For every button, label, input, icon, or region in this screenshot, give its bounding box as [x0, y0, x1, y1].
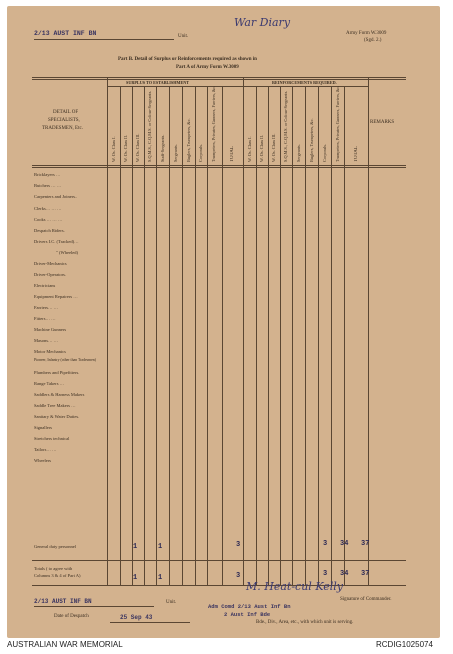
- row-label: Driver-Operators.: [34, 272, 67, 277]
- row-label: Bricklayers …: [34, 172, 61, 177]
- row-label: Motor Mechanics: [34, 349, 66, 354]
- credit-left: AUSTRALIAN WAR MEMORIAL: [7, 640, 123, 649]
- row-label: Equipment Repairers …: [34, 294, 78, 299]
- tot-surplus-total: 3: [236, 572, 241, 580]
- gd-surplus-corporals: 1: [158, 543, 163, 551]
- surplus-col-wo1: W. Os. Class I.: [111, 136, 116, 162]
- tot-reinf-total: 37: [361, 570, 370, 578]
- tot-reinf-corporals: 3: [323, 570, 328, 578]
- footer-unit-underline: [34, 606, 154, 607]
- gd-reinf-privates: 34: [340, 540, 349, 548]
- gd-reinf-corporals: 3: [323, 540, 328, 548]
- totals-label-1: Totals ( to agree with: [34, 566, 73, 571]
- row-label: " (Wheeled): [56, 250, 78, 255]
- unit-label: Unit.: [178, 34, 189, 39]
- reinf-col-buglers: Buglers, Trumpeters, &c.: [309, 118, 314, 162]
- detail-heading-1: DETAIL OF: [53, 110, 79, 115]
- gd-surplus-total: 3: [236, 541, 241, 549]
- unit-typed: 2/13 AUST INF BN: [34, 30, 97, 37]
- row-label: Saddlers & Harness Makers: [34, 392, 85, 397]
- footer-unit-typed: 2/13 AUST INF BN: [34, 598, 92, 605]
- gd-reinf-total: 37: [361, 540, 370, 548]
- row-label: Carpenters and Joiners..: [34, 194, 78, 199]
- row-label: Sanitary & Water Duties.: [34, 414, 80, 419]
- handwritten-stamp: War Diary: [234, 16, 291, 29]
- bde-label: Bde., Div., Area, etc., with which unit is serving.: [256, 620, 354, 625]
- form-number: Army Form W.3009: [346, 31, 387, 36]
- detail-heading-2: SPECIALISTS,: [48, 118, 80, 123]
- commander-typed-1: Adm Comd 2/13 Aust Inf Bn: [208, 603, 291, 610]
- gd-surplus-sergeants: 1: [133, 543, 138, 551]
- surplus-heading: SURPLUS TO ESTABLISHMENT: [126, 80, 190, 85]
- detail-heading-3: TRADESMEN, Etc.: [42, 126, 83, 131]
- credit-right: RCDIG1025074: [376, 640, 433, 649]
- remarks-heading: REMARKS: [370, 120, 395, 125]
- surplus-col-wo3: W. Os. Class III.: [135, 133, 140, 162]
- row-label: Tailors… …: [34, 447, 57, 452]
- tot-surplus-sergeants: 1: [133, 574, 138, 582]
- row-label: Electricians: [34, 283, 56, 288]
- form-sub: (Sgd. 2.): [364, 38, 382, 43]
- row-label: Clerks… … …: [34, 206, 62, 211]
- reinf-col-sqms: S.Q.M.S., C.Q.M.S. or Colour-Sergeants.: [283, 90, 288, 162]
- row-label: Pioneer, Infantry (other than Tradesmen): [34, 358, 96, 362]
- form-title-line2: Part A of Army Form W.3009: [176, 65, 239, 70]
- row-label: Wheelers: [34, 458, 51, 463]
- general-duty-label: General duty personnel: [34, 544, 76, 549]
- unit-underline: [34, 39, 174, 40]
- totals-label-2: Columns 3 & 4 of Part A): [34, 573, 81, 578]
- despatch-label: Date of Despatch: [54, 614, 89, 619]
- reinforcements-heading: REINFORCEMENTS REQUIRED.: [272, 80, 337, 85]
- row-label: Plumbers and Pipefitters.: [34, 370, 80, 375]
- surplus-col-sqms: S.Q.M.S., C.Q.M.S. or Colour-Sergeants.: [147, 90, 152, 162]
- commander-typed-2: 2 Aust Inf Bde: [224, 611, 271, 618]
- row-label: Driver-Mechanics: [34, 261, 67, 266]
- despatch-underline: [110, 622, 190, 623]
- row-label: Cooks … … …: [34, 217, 63, 222]
- tot-reinf-privates: 34: [340, 570, 349, 578]
- form-title-line1: Part B. Detail of Surplus or Reinforcements required as shown in: [118, 57, 257, 62]
- surplus-col-staff-sgts: Staff-Sergeants.: [160, 134, 165, 162]
- surplus-col-total: TOTAL: [230, 146, 235, 162]
- row-label: Masons… …: [34, 338, 59, 343]
- row-label: Signallers: [34, 425, 52, 430]
- surplus-col-wo2: W. Os. Class II.: [123, 134, 128, 162]
- reinf-col-wo3: W. Os. Class III.: [271, 133, 276, 162]
- reinf-col-privates: Trumpeters, Privates, Gunners, Farriers, &c.: [335, 85, 340, 162]
- row-label: Despatch Riders.: [34, 228, 65, 233]
- row-label: Drivers I.C. (Tracked)…: [34, 239, 79, 244]
- row-label: Saddle Tree Makers …: [34, 403, 76, 408]
- reinf-col-total: TOTAL: [354, 146, 359, 162]
- reinf-col-wo2: W. Os. Class II.: [259, 134, 264, 162]
- footer-unit-label: Unit.: [166, 600, 177, 605]
- commander-signature: M. Heat-cul Kelly: [246, 580, 343, 593]
- tot-surplus-corporals: 1: [158, 574, 163, 582]
- surplus-col-privates: Trumpeters, Privates, Gunners, Farriers, &c.: [211, 85, 216, 162]
- despatch-date: 25 Sep 43: [120, 614, 153, 621]
- row-label: Farriers… …: [34, 305, 59, 310]
- surplus-col-sergeants: Sergeants.: [173, 144, 178, 162]
- row-label: Butchers … …: [34, 183, 62, 188]
- reinf-col-corporals: Corporals.: [322, 143, 327, 162]
- row-label: Machine Gunners: [34, 327, 67, 332]
- row-label: Fitters… …: [34, 316, 56, 321]
- reinf-col-sergeants: Sergeants.: [296, 144, 301, 162]
- surplus-col-buglers: Buglers, Trumpeters, &c.: [186, 118, 191, 162]
- signature-label: Signature of Commander.: [340, 597, 392, 602]
- row-label: Range Takers …: [34, 381, 65, 386]
- surplus-col-corporals: Corporals.: [198, 143, 203, 162]
- reinf-col-wo1: W. Os. Class I.: [247, 136, 252, 162]
- row-label: Stretchers technical: [34, 436, 70, 441]
